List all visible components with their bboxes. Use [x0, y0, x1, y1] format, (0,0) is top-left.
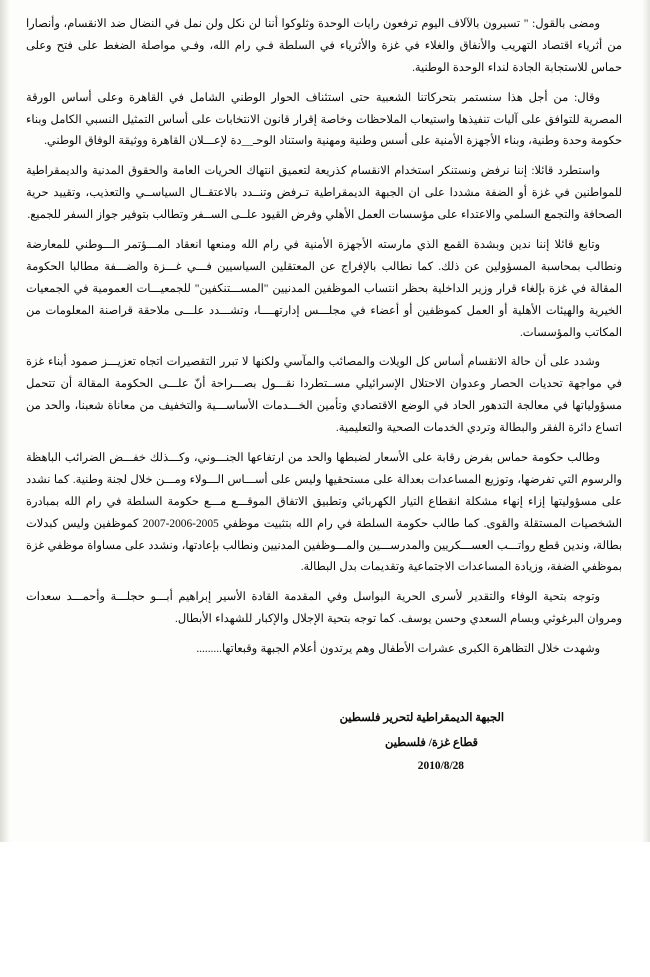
- paragraph: واستطرد قائلا: إننا نرفض ونستنكر استخدام الانقسام كذريعة لتعميق انتهاك الحريات العامة والحقوق المدنية والديمقراطية للمواطنين في غزة أو الضفة مشددا على ان الجبهة الديمقراطية تـرفض وتنــدد بالاعتقــال السياســي والتعذيب، وتقييد حرية الصحافة والتجمع السلمي والاعتداء على مؤسسات العمل الأهلي وفرض القيود علــى الســفر وتطالب بتوفير جواز السفر للجميع.: [26, 165, 622, 222]
- document-body: [26, 14, 622, 661]
- paragraph: وشهدت خلال التظاهرة الكبرى عشرات الأطفال وهم يرتدون أعلام الجبهة وقبعاتها.........: [196, 643, 600, 656]
- paragraph: وتابع قائلا إننا ندين وبشدة القمع الذي مارسته الأجهزة الأمنية في رام الله ومنعها انعقاد المـــؤتمر الـــوطني للمعارضة ونطالب بمحاسبة المسؤولين عن ذلك. كما نطالب بالإفراج عن المعتقلين السياسيين فـــي غـــزة والضـــفة مطالبا الحكومة المقالة في غزة بإلغاء قرار وزير الداخلية بحظر انتساب الموظفين المدنيين "المســـتنكفين" للجمعيـــات العمومية في الجمعيات الخيرية والهيئات الأهلية أو العمل كموظفين أو أعضاء في مجلـــس إدارتهــــا، وتشـــدد علـــى ملاحقة قراصنة المعلومات من المكاتب والمؤسسات.: [26, 239, 622, 339]
- signature-organization: الجبهة الديمقراطية لتحرير فلسطين: [339, 712, 504, 725]
- paragraph: وطالب حكومة حماس بفرض رقابة على الأسعار لضبطها والحد من ارتفاعها الجنـــوني، وكـــذلك خفـــض الضرائب الباهظة والرسوم التي تفرضها، وتوزيع المساعدات بعدالة على مستحقيها وليس على أســـاس الـــولاء ومـــن خلال لجنة وطنية. كما نشدد على مسؤوليتها إزاء إنهاء مشكلة انقطاع التيار الكهربائي وتطبيق الاتفاق الموقـــع مـــع حكومة السلطة في رام الله بمبادرة الشخصيات المستقلة والقوى. كما طالب حكومة السلطة في رام الله بتثبيت موظفي 2005-2006-2007 كموظفين وليس كبدلات بطالة، وندين قطع رواتـــب العســـكريين والمدرســـين والمـــوظفين المدنيين ونطالب بإعادتها، ونشدد على مساواة موظفي غزة بموظفي الضفة، وزيادة المساعدات الاجتماعية وتقديمات بدل البطالة.: [26, 452, 622, 574]
- paragraph: وشدد على أن حالة الانقسام أساس كل الويلات والمصائب والمآسي ولكنها لا تبرر التقصيرات اتجاه تعزيـــز صمود أبناء غزة في مواجهة تحديات الحصار وعدوان الاحتلال الإسرائيلي مســتطردا نقـــول بصـــراحة أنّ علـــى الحكومة المقالة أن تتحمل مسؤولياتها في معالجة التدهور الحاد في الوضع الاقتصادي وتأمين الخـــدمات الأساســـية والتخفيف من معاناة شعبنا، والحد من اتساع دائرة الفقر والبطالة وتردي الخدمات الصحية والتعليمية.: [26, 356, 622, 435]
- paragraph: وقال: من أجل هذا سنستمر بتحركاتنا الشعبية حتى استئناف الحوار الوطني الشامل في القاهرة وعلى أساس الورقة المصرية للتوافق على آليات تنفيذها واستيعاب الملاحظات وخاصة إقرار قانون الانتخابات على أساس التمثيل النسبي الكامل وبناء حكومة وحدة وطنية، وبناء الأجهزة الأمنية على أسس وطنية ومهنية واستناد الوحـ__دة لإعـــلان القاهرة ووثيقة الوفاق الوطني.: [26, 91, 622, 148]
- signature-block: [26, 707, 622, 777]
- paragraph: ومضى بالقول: " تسيرون بالآلاف اليوم ترفعون رايات الوحدة وثلوكوا أننا لن نكل ولن نمل في النضال ضد الانقسام، وأنصارا من أثرياء اقتصاد التهريب والأنفاق والغلاء في غزة والأثرياء في السلطة فـي رام الله، وفـي مواصلة الضغط على فتح وعلى حماس للاستجابة الجادة لنداء الوحدة الوطنية.: [26, 18, 622, 74]
- signature-region: قطاع غزة/ فلسطين: [385, 736, 478, 749]
- signature-date: 2010/8/28: [417, 759, 464, 772]
- page-bottom-whitespace: [26, 777, 622, 977]
- paragraph: وتوجه بتحية الوفاء والتقدير لأسرى الحرية البواسل وفي المقدمة القادة الأسير إبراهيم أبـــو حجلـــة وأحمـــد سعدات ومروان البرغوثي وبسام السعدي وحسن يوسف. كما توجه بتحية الإجلال والإكبار للشهداء الأبطال.: [26, 591, 622, 626]
